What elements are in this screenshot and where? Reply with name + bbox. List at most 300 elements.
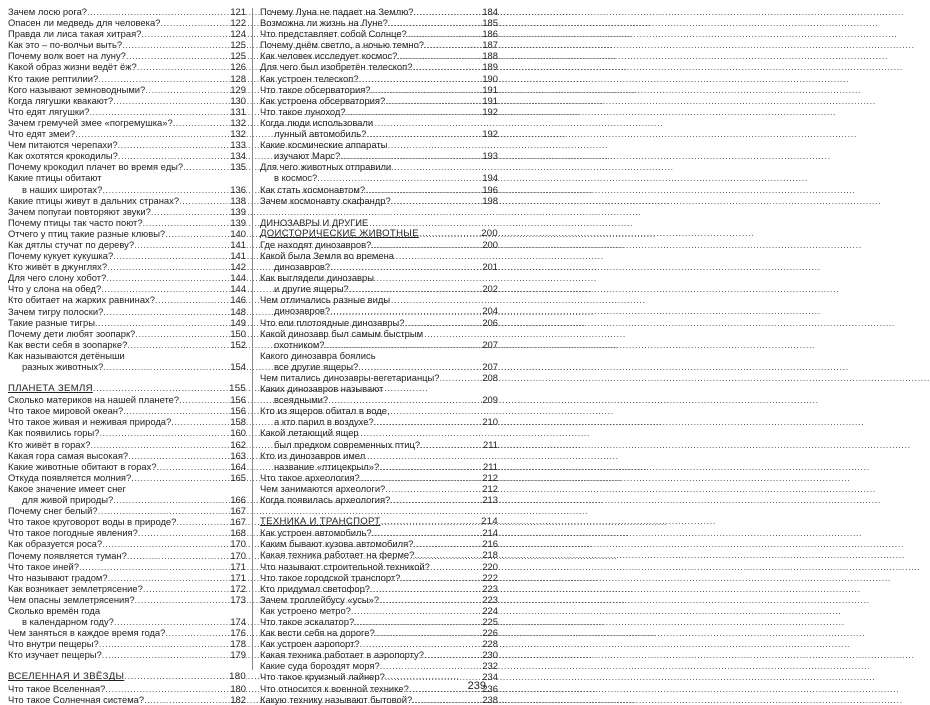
dot-leader: [413, 538, 481, 549]
entry-page-number: 211: [483, 460, 498, 472]
entry-page-number: 178: [230, 638, 246, 650]
dot-leader: [165, 627, 229, 638]
entry-page-number: 236: [482, 682, 498, 694]
toc-entry: [8, 28, 246, 39]
entry-page-number: 141: [230, 250, 246, 262]
entry-page-number: 138: [230, 194, 246, 206]
entry-page-number: 184: [482, 6, 498, 17]
entry-title: Как это – по-волчьи выть?: [8, 39, 123, 51]
entry-page-number: 198: [482, 194, 498, 206]
dot-leader: [99, 638, 230, 649]
entry-title: Возможна ли жизнь на Луне?: [260, 17, 388, 29]
toc-entry-line: [260, 328, 498, 339]
entry-title: ПЛАНЕТА ЗЕМЛЯ: [8, 383, 93, 395]
entry-page-number: 160: [230, 427, 246, 439]
toc-entry: [260, 660, 498, 671]
section-heading: [260, 516, 498, 527]
entry-title: Какой образ жизни ведёт ёж?: [8, 61, 137, 73]
entry-title: Почему кукует кукушка?: [8, 250, 114, 262]
entry-title: а кто парил в воздухе?: [274, 416, 374, 428]
toc-entry: [260, 195, 498, 206]
entry-title: Что такое живая и неживая природа?: [8, 416, 172, 428]
toc-entry-line: [260, 350, 498, 361]
toc-entry: [8, 516, 246, 527]
entry-title: Кого называют земноводными?: [8, 83, 146, 95]
toc-entry-line: [260, 250, 498, 261]
toc-entry: [8, 39, 246, 50]
entry-title: Зачем тигру полоски?: [8, 305, 104, 317]
toc-entry-line: [260, 294, 498, 305]
entry-title: и другие ящеры?: [274, 283, 349, 295]
dot-leader: [98, 505, 230, 516]
toc-entry: [260, 416, 498, 427]
toc-entry-line: [260, 161, 498, 172]
entry-title: Почему дети любят зоопарк?: [8, 327, 136, 339]
entry-page-number: 155: [229, 383, 246, 395]
entry-title: Какое значение имеет снег: [8, 482, 126, 494]
dot-leader: [90, 439, 229, 450]
entry-page-number: 200: [481, 227, 498, 239]
toc-entry: [8, 206, 246, 217]
entry-page-number: 125: [230, 39, 246, 51]
entry-title: динозавров?: [274, 305, 331, 317]
toc-entry: [8, 416, 246, 427]
toc-entry-line: [8, 172, 246, 183]
entry-page-number: 122: [230, 17, 246, 29]
entry-title: Для чего был изобретён телескоп?: [260, 61, 413, 73]
entry-title: Сколько времён года: [8, 604, 101, 616]
toc-entry-line: [8, 350, 246, 361]
entry-title: разных животных?: [22, 361, 104, 372]
toc-entry: [260, 372, 498, 383]
toc-entry: [260, 6, 498, 17]
entry-page-number: 180: [230, 682, 246, 694]
entry-title: Как устроен аэропорт?: [260, 638, 360, 650]
entry-page-number: 191: [482, 83, 498, 95]
entry-page-number: 223: [482, 593, 498, 605]
entry-title: Что внутри пещеры?: [8, 638, 99, 650]
toc-entry: [8, 217, 246, 228]
entry-title: Что такое Вселенная?: [8, 682, 106, 694]
toc-entry: [8, 538, 246, 549]
entry-page-number: 156: [230, 405, 246, 417]
toc-entry: [8, 106, 246, 117]
entry-title: Опасен ли медведь для человека?: [8, 17, 161, 29]
dot-leader: [351, 605, 481, 616]
entry-title: Для чего слону хобот?: [8, 272, 107, 284]
dot-leader: [105, 683, 229, 694]
toc-entry: [8, 294, 246, 305]
entry-page-number: 193: [482, 150, 498, 162]
entry-title: Чем опасны землетрясения?: [8, 593, 135, 605]
dot-leader: [176, 516, 229, 527]
dot-leader: [155, 294, 229, 305]
dot-leader: [424, 649, 481, 660]
toc-entry: [8, 73, 246, 84]
toc-entry: [8, 561, 246, 572]
entry-title: название «птицекрыл»?: [274, 460, 380, 472]
entry-title: Какую технику называют бытовой?: [260, 693, 413, 705]
entry-page-number: 176: [230, 627, 246, 639]
entry-page-number: 180: [229, 671, 246, 683]
toc-entry: [260, 549, 498, 560]
dot-leader: [124, 671, 228, 682]
entry-title: Кто обитает на жарких равнинах?: [8, 294, 155, 306]
toc-entry: [8, 139, 246, 150]
entry-title: Что у слона на обед?: [8, 283, 102, 295]
dot-leader: [99, 427, 229, 438]
dot-leader: [113, 95, 229, 106]
entry-page-number: 149: [230, 316, 246, 328]
entry-title: Каких динозавров называют: [260, 383, 384, 395]
entry-title: Как дятлы стучат по дереву?: [8, 238, 135, 250]
dot-leader: [379, 461, 482, 472]
entry-page-number: 182: [230, 693, 246, 705]
dot-leader: [141, 28, 229, 39]
entry-page-number: 154: [230, 361, 246, 372]
dot-leader: [95, 317, 229, 328]
entry-page-number: 173: [230, 593, 246, 605]
dot-leader: [317, 172, 481, 183]
dot-leader: [79, 561, 229, 572]
toc-entry: [260, 671, 498, 682]
dot-leader: [113, 250, 229, 261]
dot-leader: [419, 228, 480, 239]
toc-entry-line: [260, 272, 498, 283]
dot-leader: [103, 306, 229, 317]
entry-title: Как устроен автомобиль?: [260, 527, 372, 539]
dot-leader: [412, 694, 481, 705]
toc-entry: [8, 472, 246, 483]
dot-leader: [412, 61, 481, 72]
entry-page-number: 212: [482, 471, 498, 483]
entry-page-number: 187: [482, 39, 498, 51]
entry-title: Правда ли лиса такая хитрая?: [8, 28, 142, 40]
toc-entry: [8, 616, 246, 627]
toc-entry: [8, 439, 246, 450]
entry-title: Что ели плотоядные динозавры?: [260, 316, 405, 328]
entry-title: Как возникает землетрясение?: [8, 582, 143, 594]
entry-title: Отчего у птиц такие разные клювы?: [8, 227, 166, 239]
dot-leader: [102, 538, 229, 549]
toc-entry-line: [260, 427, 498, 438]
entry-title: Кто такие рептилии?: [8, 72, 99, 84]
dot-leader: [330, 261, 481, 272]
entry-title: Когда появилась археология?: [260, 494, 391, 506]
entry-page-number: 218: [482, 549, 498, 561]
entry-title: динозавров?: [274, 261, 331, 273]
entry-title: Как устроен телескоп?: [260, 72, 359, 84]
entry-page-number: 167: [230, 516, 246, 528]
entry-title: Почему птицы так часто поют?: [8, 216, 143, 228]
entry-page-number: 222: [482, 571, 498, 583]
entry-page-number: 207: [482, 360, 498, 372]
entry-page-number: 132: [230, 116, 246, 128]
entry-title: для живой природы?: [22, 494, 114, 506]
dot-leader: [134, 239, 229, 250]
dot-leader: [108, 572, 230, 583]
entry-title: Кто живёт в джунглях?: [8, 261, 108, 273]
entry-page-number: 191: [482, 94, 498, 106]
entry-page-number: 238: [482, 693, 498, 705]
entry-title: Такие разные тигры: [8, 316, 95, 328]
entry-title: Какой динозавр был самым быстрым: [260, 327, 424, 339]
toc-entry: [8, 283, 246, 294]
dot-leader: [365, 184, 481, 195]
entry-page-number: 234: [482, 671, 498, 683]
entry-page-number: 200: [482, 238, 498, 250]
dot-leader: [340, 150, 481, 161]
toc-entry: [260, 461, 498, 472]
entry-page-number: 133: [230, 139, 246, 151]
entry-title: Что такое круизный лайнер?: [260, 671, 385, 683]
dot-leader: [138, 527, 230, 538]
dot-leader: [93, 383, 228, 394]
entry-title: Что едят лягушки?: [8, 105, 90, 117]
toc-entry: [260, 150, 498, 161]
toc-entry: [260, 84, 498, 95]
toc-entry: [260, 39, 498, 50]
dot-leader: [354, 616, 481, 627]
toc-entry: [260, 594, 498, 605]
entry-page-number: 144: [230, 283, 246, 295]
toc-entry: [260, 572, 498, 583]
entry-title: все другие ящеры?: [274, 360, 359, 372]
dot-leader: [374, 416, 482, 427]
entry-title: Кто изучает пещеры?: [8, 649, 102, 661]
entry-page-number: 201: [482, 261, 498, 273]
entry-page-number: 224: [482, 604, 498, 616]
entry-title: Почему днём светло, а ночью темно?: [260, 39, 425, 51]
entry-title: охотником?: [274, 338, 325, 350]
entry-page-number: 220: [482, 560, 498, 572]
entry-page-number: 223: [482, 582, 498, 594]
entry-title: Чем питаются черепахи?: [8, 139, 118, 151]
dot-leader: [127, 339, 229, 350]
entry-page-number: 171: [230, 560, 246, 572]
entry-title: Как устроено метро?: [260, 604, 351, 616]
entry-page-number: 179: [230, 649, 246, 661]
entry-title: Какие космические аппараты: [260, 139, 388, 151]
entry-page-number: 139: [230, 216, 246, 228]
toc-entry: [8, 195, 246, 206]
page-number: 239: [467, 680, 486, 692]
entry-page-number: 158: [230, 416, 246, 428]
dot-leader: [126, 50, 229, 61]
entry-page-number: 208: [482, 372, 498, 383]
entry-page-number: 121: [230, 6, 246, 17]
dot-leader: [360, 472, 482, 483]
entry-title: Что такое городской транспорт?: [260, 571, 401, 583]
entry-title: Почему снег белый?: [8, 505, 98, 517]
entry-page-number: 189: [482, 61, 498, 73]
entry-page-number: 185: [482, 17, 498, 29]
entry-page-number: 134: [230, 150, 246, 162]
dot-leader: [359, 73, 482, 84]
section-heading: [8, 671, 246, 682]
dot-leader: [360, 638, 482, 649]
entry-title: Кто живёт в горах?: [8, 438, 91, 450]
entry-title: Что такое обсерватория?: [260, 83, 371, 95]
dot-leader: [98, 73, 229, 84]
toc-entry: [260, 538, 498, 549]
entry-title: Когда люди использовали: [260, 116, 374, 128]
entry-title: Как устроена обсерватория?: [260, 94, 386, 106]
dot-leader: [183, 161, 229, 172]
toc-entry: [8, 184, 246, 195]
entry-page-number: 207: [482, 338, 498, 350]
dot-leader: [118, 139, 230, 150]
toc-entry: [8, 250, 246, 261]
entry-title: Сколько материков на нашей планете?: [8, 394, 180, 406]
entry-title: Как охотятся крокодилы?: [8, 150, 118, 162]
entry-page-number: 174: [230, 616, 246, 628]
entry-title: Зачем троллейбусу «усы»?: [260, 593, 380, 605]
entry-title: Какого динозавра боялись: [260, 349, 376, 361]
toc-entry: [8, 550, 246, 561]
entry-title: Кто придумал светофор?: [260, 582, 371, 594]
section-spacer: [8, 660, 246, 671]
entry-page-number: 129: [230, 83, 246, 95]
toc-entry: [8, 61, 246, 72]
toc-entry-line: [260, 450, 498, 461]
toc-entry: [8, 583, 246, 594]
entry-page-number: 152: [230, 338, 246, 350]
dot-leader: [349, 283, 482, 294]
dot-leader: [430, 561, 481, 572]
toc-entry: [8, 306, 246, 317]
dot-leader: [391, 195, 482, 206]
toc-entry: [8, 339, 246, 350]
entry-title: Какая техника работает на ферме?: [260, 549, 415, 561]
entry-page-number: 167: [230, 505, 246, 517]
toc-entry: [8, 638, 246, 649]
toc-entry: [260, 683, 498, 694]
entry-page-number: 170: [230, 538, 246, 550]
toc-entry: [260, 61, 498, 72]
entry-title: Какой летающий ящер: [260, 427, 359, 439]
dot-leader: [160, 17, 229, 28]
toc-entry: [260, 317, 498, 328]
dot-leader: [380, 660, 482, 671]
toc-entry-line: [260, 139, 498, 150]
entry-page-number: 132: [230, 128, 246, 140]
toc-entry: [8, 572, 246, 583]
entry-page-number: 126: [230, 61, 246, 73]
entry-page-number: 190: [482, 72, 498, 84]
toc-column-right: [260, 6, 498, 705]
dot-leader: [385, 95, 481, 106]
entry-title: изучают Марс?: [274, 150, 341, 162]
entry-title: был предком современных птиц?: [274, 438, 421, 450]
entry-title: Зачем попугаи повторяют звуки?: [8, 205, 151, 217]
entry-page-number: 196: [482, 183, 498, 195]
entry-title: Как вести себя в зоопарке?: [8, 338, 128, 350]
entry-page-number: 124: [230, 28, 246, 40]
entry-title: лунный автомобиль?: [274, 128, 367, 140]
entry-page-number: 192: [482, 128, 498, 140]
dot-leader: [128, 450, 229, 461]
entry-page-number: 204: [482, 305, 498, 317]
dot-leader: [358, 361, 481, 372]
toc-entry: [260, 261, 498, 272]
toc-entry: [8, 6, 246, 17]
dot-leader: [135, 594, 230, 605]
entry-title: Какие животные обитают в горах?: [8, 460, 157, 472]
section-heading: [260, 228, 498, 239]
entry-page-number: 135: [230, 161, 246, 173]
dot-leader: [397, 50, 481, 61]
dot-leader: [328, 394, 481, 405]
entry-page-number: 136: [230, 183, 246, 195]
toc-entry: [260, 73, 498, 84]
toc-entry: [260, 583, 498, 594]
toc-entry: [260, 694, 498, 705]
entry-page-number: 206: [482, 316, 498, 328]
dot-leader: [75, 128, 229, 139]
dot-leader: [424, 39, 481, 50]
dot-leader: [87, 6, 229, 17]
toc-entry: [260, 283, 498, 294]
toc-entry: [260, 472, 498, 483]
toc-entry: [8, 427, 246, 438]
entry-page-number: 214: [481, 516, 498, 528]
entry-title: Как вести себя на дороге?: [260, 627, 375, 639]
entry-page-number: 131: [230, 105, 246, 117]
entry-page-number: 125: [230, 50, 246, 62]
toc-entry: [260, 184, 498, 195]
toc-entry: [260, 638, 498, 649]
entry-title: Когда лягушки квакают?: [8, 94, 114, 106]
dot-leader: [388, 17, 482, 28]
entry-title: в наших широтах?: [22, 183, 103, 195]
dot-leader: [400, 572, 481, 583]
dot-leader: [179, 195, 229, 206]
toc-entry: [8, 228, 246, 239]
toc-entry: [8, 394, 246, 405]
toc-entry: [8, 161, 246, 172]
entry-page-number: 202: [482, 283, 498, 295]
entry-page-number: 168: [230, 527, 246, 539]
toc-entry: [260, 616, 498, 627]
toc-entry: [8, 239, 246, 250]
entry-title: Для чего животных отправили: [260, 161, 392, 173]
toc-entry: [8, 450, 246, 461]
toc-entry: [260, 649, 498, 660]
toc-entry: [8, 683, 246, 694]
entry-title: Каким бывают кузова автомобиля?: [260, 538, 414, 550]
section-spacer: [260, 505, 498, 516]
toc-entry: [260, 627, 498, 638]
entry-page-number: 148: [230, 305, 246, 317]
toc-entry: [260, 239, 498, 250]
entry-page-number: 141: [230, 238, 246, 250]
entry-title: Зачем космонавту скафандр?: [260, 194, 391, 206]
entry-title: Как стать космонавтом?: [260, 183, 366, 195]
entry-page-number: 170: [230, 549, 246, 561]
entry-page-number: 230: [482, 649, 498, 661]
entry-page-number: 162: [230, 438, 246, 450]
entry-page-number: 142: [230, 261, 246, 273]
toc-entry: [260, 128, 498, 139]
entry-page-number: 192: [482, 105, 498, 117]
dot-leader: [143, 583, 229, 594]
entry-page-number: 216: [482, 538, 498, 550]
toc-entry: [8, 17, 246, 28]
entry-title: Что такое Солнечная система?: [8, 693, 145, 705]
dot-leader: [366, 128, 481, 139]
toc-entry-line: [260, 117, 498, 128]
